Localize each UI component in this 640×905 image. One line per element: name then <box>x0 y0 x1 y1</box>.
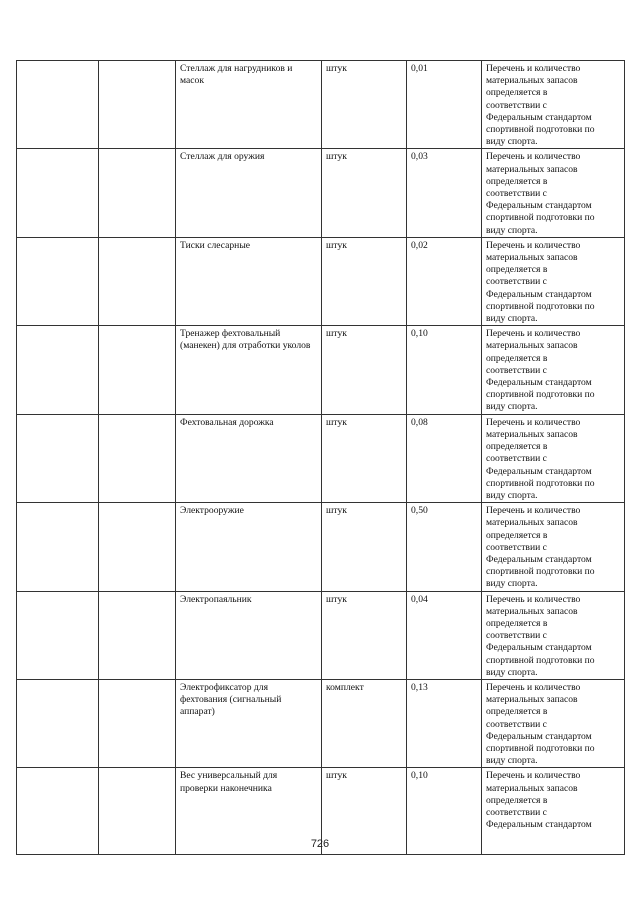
quantity-cell <box>407 61 482 149</box>
unit-of-measure: штук <box>326 151 347 163</box>
unit-cell <box>322 326 407 414</box>
quantity-cell <box>407 149 482 237</box>
equipment-name-cell <box>176 679 322 767</box>
quantity-cell <box>407 679 482 767</box>
merged-cell-col2 <box>99 414 176 502</box>
quantity-cell <box>407 326 482 414</box>
unit-cell <box>322 237 407 325</box>
note-text: Перечень и количество материальных запасов определяется в соответствии с Федеральным стандартом спортивной подготовки по виду спорта. <box>486 63 595 148</box>
page-number: 726 <box>310 838 330 850</box>
table-row <box>17 61 625 149</box>
merged-cell-col1 <box>17 237 99 325</box>
merged-cell-col2 <box>99 679 176 767</box>
note-text: Перечень и количество материальных запасов определяется в соответствии с Федеральным стандартом спортивной подготовки по виду спорта. <box>486 505 595 590</box>
unit-cell <box>322 149 407 237</box>
quantity: 0,10 <box>411 770 428 782</box>
equipment-name: Электрооружие <box>180 505 244 517</box>
note-cell <box>482 679 625 767</box>
equipment-name-cell <box>176 326 322 414</box>
quantity: 0,13 <box>411 681 428 693</box>
equipment-name: Электрофиксатор для фехтования (сигнальный аппарат) <box>180 681 282 718</box>
note-cell <box>482 414 625 502</box>
quantity: 0,03 <box>411 151 428 163</box>
merged-cell-col2 <box>99 61 176 149</box>
equipment-name-cell <box>176 414 322 502</box>
merged-cell-col1 <box>17 591 99 679</box>
note-text: Перечень и количество материальных запасов определяется в соответствии с Федеральным стандартом спортивной подготовки по виду спорта. <box>486 416 595 501</box>
equipment-name: Фехтовальная дорожка <box>180 416 274 428</box>
note-cell <box>482 326 625 414</box>
unit-of-measure: штук <box>326 239 347 251</box>
quantity: 0,04 <box>411 593 428 605</box>
table-row <box>17 679 625 767</box>
unit-of-measure: штук <box>326 63 347 74</box>
merged-cell-col2 <box>99 591 176 679</box>
note-text: Перечень и количество материальных запасов определяется в соответствии с Федеральным стандартом спортивной подготовки по виду спорта. <box>486 593 595 678</box>
unit-cell <box>322 414 407 502</box>
equipment-name-cell <box>176 237 322 325</box>
unit-cell <box>322 591 407 679</box>
merged-cell-col1 <box>17 679 99 767</box>
note-cell <box>482 591 625 679</box>
note-cell <box>482 61 625 149</box>
merged-cell-col2 <box>99 326 176 414</box>
merged-cell-col1 <box>17 414 99 502</box>
quantity: 0,50 <box>411 505 428 517</box>
note-cell <box>482 149 625 237</box>
equipment-name-cell <box>176 503 322 591</box>
note-text: Перечень и количество материальных запасов определяется в соответствии с Федеральным стандартом спортивной подготовки по виду спорта. <box>486 151 595 236</box>
quantity: 0,01 <box>411 63 428 74</box>
note-text: Перечень и количество материальных запасов определяется в соответствии с Федеральным стандартом <box>486 770 592 831</box>
equipment-name: Тренажер фехтовальный (манекен) для отработки уколов <box>180 328 311 352</box>
merged-cell-col1 <box>17 326 99 414</box>
table-row <box>17 326 625 414</box>
equipment-name-cell <box>176 149 322 237</box>
quantity-cell <box>407 503 482 591</box>
equipment-name: Тиски слесарные <box>180 239 251 251</box>
quantity-cell <box>407 414 482 502</box>
merged-cell-col2 <box>99 237 176 325</box>
unit-of-measure: штук <box>326 416 347 428</box>
note-text: Перечень и количество материальных запасов определяется в соответствии с Федеральным стандартом спортивной подготовки по виду спорта. <box>486 328 595 413</box>
table-body <box>17 61 625 855</box>
equipment-name: Электропаяльник <box>180 593 252 605</box>
unit-of-measure: штук <box>326 505 347 517</box>
equipment-table <box>16 60 625 855</box>
table-row <box>17 414 625 502</box>
note-cell <box>482 503 625 591</box>
equipment-name-cell <box>176 61 322 149</box>
merged-cell-col2 <box>99 149 176 237</box>
note-text: Перечень и количество материальных запасов определяется в соответствии с Федеральным стандартом спортивной подготовки по виду спорта. <box>486 681 595 767</box>
table-row <box>17 237 625 325</box>
unit-of-measure: комплект <box>326 681 364 693</box>
equipment-name: Вес универсальный для проверки наконечника <box>180 770 278 794</box>
equipment-name: Стеллаж для оружия <box>180 151 265 163</box>
unit-cell <box>322 61 407 149</box>
quantity-cell <box>407 591 482 679</box>
table-row <box>17 503 625 591</box>
quantity: 0,10 <box>411 328 428 340</box>
equipment-name-cell <box>176 591 322 679</box>
merged-cell-col1 <box>17 61 99 149</box>
note-cell <box>482 237 625 325</box>
merged-cell-col1 <box>17 149 99 237</box>
unit-cell <box>322 503 407 591</box>
merged-cell-col1 <box>17 503 99 591</box>
unit-cell <box>322 679 407 767</box>
quantity: 0,02 <box>411 239 428 251</box>
table-row <box>17 591 625 679</box>
note-text: Перечень и количество материальных запасов определяется в соответствии с Федеральным стандартом спортивной подготовки по виду спорта. <box>486 239 595 325</box>
unit-of-measure: штук <box>326 328 347 340</box>
unit-of-measure: штук <box>326 770 347 782</box>
quantity-cell <box>407 237 482 325</box>
equipment-name: Стеллаж для нагрудников и масок <box>180 63 293 87</box>
merged-cell-col2 <box>99 503 176 591</box>
unit-of-measure: штук <box>326 593 347 605</box>
quantity: 0,08 <box>411 416 428 428</box>
table-row <box>17 149 625 237</box>
